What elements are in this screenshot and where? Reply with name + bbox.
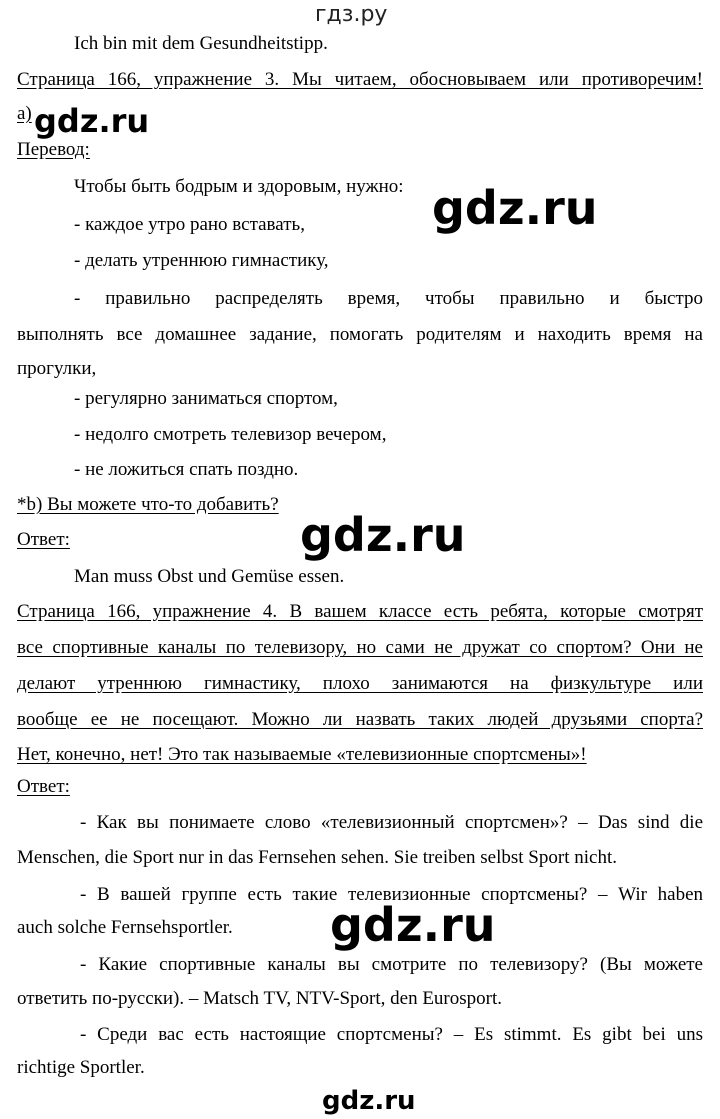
list-item: - правильно распределять время, чтобы правильно и быстро — [74, 288, 703, 309]
answer-line: Ich bin mit dem Gesundheitstipp. — [74, 33, 328, 54]
watermark: gdz.ru — [300, 508, 466, 562]
list-item: - недолго смотреть телевизор вечером, — [74, 424, 387, 445]
exercise-heading: все спортивные каналы по телевизору, но сами не дружат со спортом? Они не — [17, 637, 703, 658]
watermark: gdz.ru — [34, 102, 150, 140]
text-line: Чтобы быть бодрым и здоровым, нужно: — [74, 176, 404, 197]
watermark: gdz.ru — [330, 898, 496, 952]
exercise-heading: вообще ее не посещают. Можно ли назвать таких людей друзьями спорта? — [17, 709, 703, 730]
item-label: *b) Вы можете что-то добавить? — [17, 494, 279, 515]
exercise-heading: делают утреннюю гимнастику, плохо занимаются на физкультуре или — [17, 673, 703, 694]
exercise-heading: Нет, конечно, нет! Это так называемые «телевизионные спортсмены»! — [17, 744, 587, 765]
answer-line: ответить по-русски). – Matsch TV, NTV-Sport, den Eurosport. — [17, 988, 503, 1009]
text-line: выполнять все домашнее задание, помогать родителям и находить время на — [17, 324, 703, 345]
answer-line: richtige Sportler. — [17, 1057, 145, 1078]
header-site-name: гдз.ру — [315, 2, 388, 27]
list-item: - делать утреннюю гимнастику, — [74, 250, 329, 271]
exercise-heading: Страница 166, упражнение 3. Мы читаем, обосновываем или противоречим! — [17, 69, 703, 90]
answer-line: - Среди вас есть настоящие спортсмены? – Es stimmt. Es gibt bei uns — [80, 1024, 703, 1045]
item-label: a) — [17, 103, 32, 124]
answer-line: Man muss Obst und Gemüse essen. — [74, 566, 345, 587]
exercise-heading: Страница 166, упражнение 4. В вашем классе есть ребята, которые смотрят — [17, 601, 703, 622]
list-item: - не ложиться спать поздно. — [74, 459, 299, 480]
section-label: Перевод: — [17, 139, 90, 160]
section-label: Ответ: — [17, 529, 70, 550]
answer-line: Menschen, die Sport nur in das Fernsehen sehen. Sie treiben selbst Sport nicht. — [17, 847, 617, 868]
answer-line: - Какие спортивные каналы вы смотрите по телевизору? (Вы можете — [80, 954, 703, 975]
list-item: - каждое утро рано вставать, — [74, 214, 305, 235]
text-line: прогулки, — [17, 358, 97, 379]
answer-line: - В вашей группе есть такие телевизионные спортсмены? – Wir haben — [80, 884, 703, 905]
list-item: - регулярно заниматься спортом, — [74, 388, 338, 409]
section-label: Ответ: — [17, 776, 70, 797]
watermark: gdz.ru — [432, 181, 598, 235]
answer-line: - Как вы понимаете слово «телевизионный спортсмен»? – Das sind die — [80, 812, 703, 833]
answer-line: auch solche Fernsehsportler. — [17, 917, 233, 938]
footer-site-name: gdz.ru — [322, 1086, 416, 1116]
